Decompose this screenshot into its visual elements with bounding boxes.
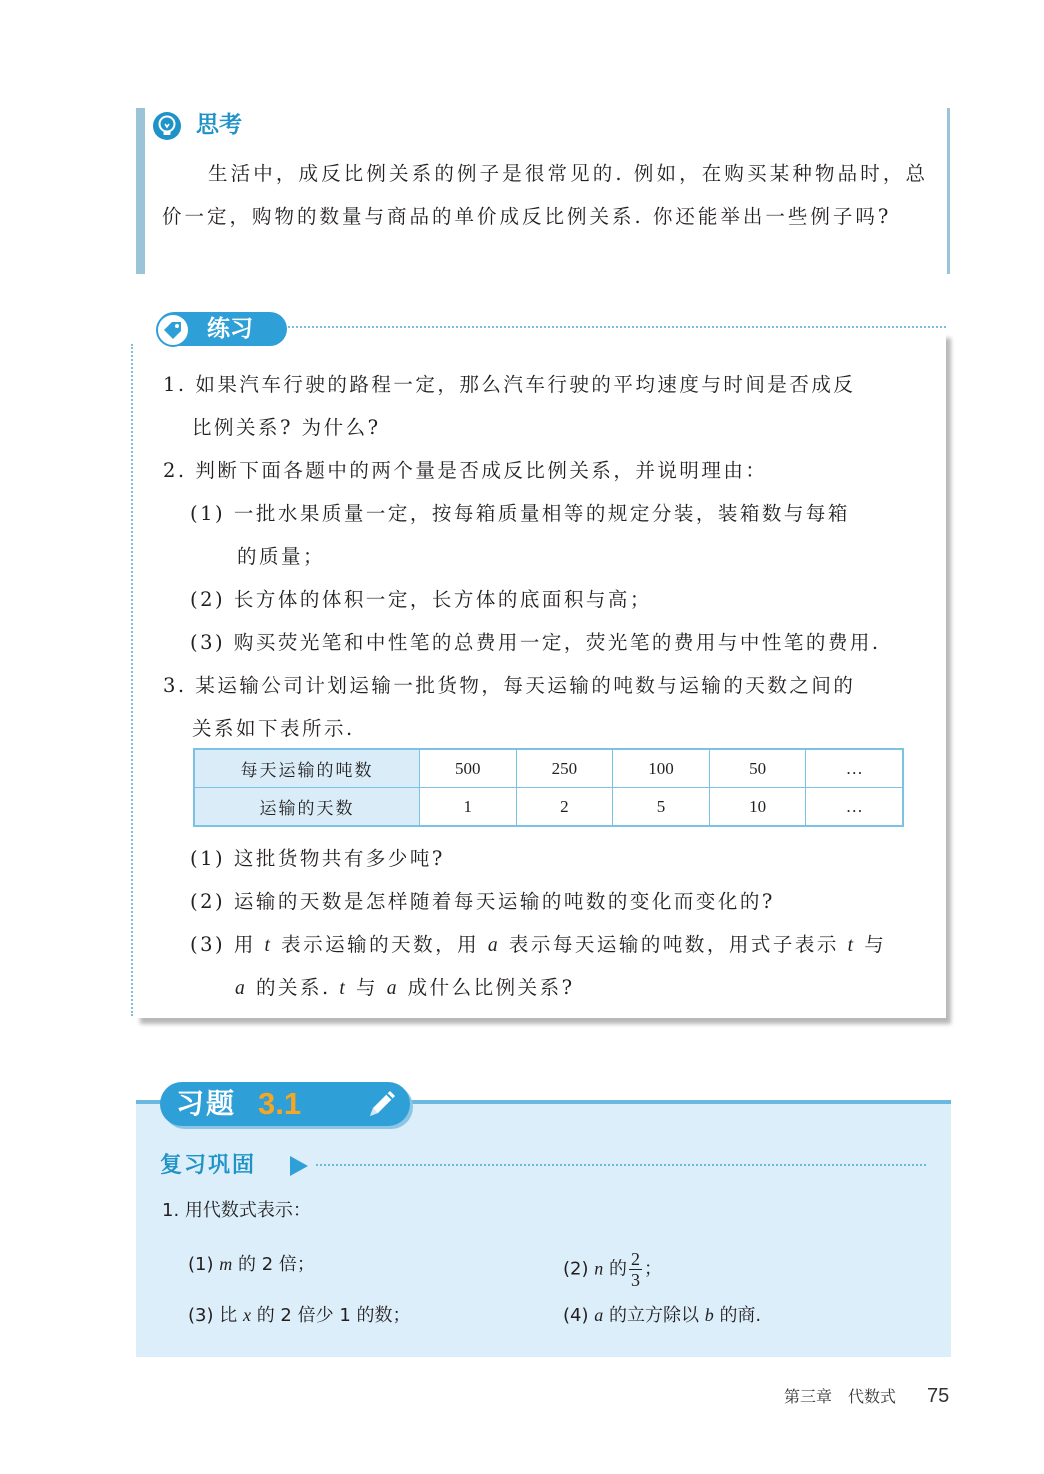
practice-q3-line2: 关系如下表所示. <box>192 717 355 740</box>
play-arrow-icon <box>288 1154 310 1178</box>
question-text: 如果汽车行驶的路程一定，那么汽车行驶的平均速度与时间是否成反 <box>195 373 856 396</box>
sub-text: 的立方除以 <box>608 1305 699 1326</box>
question-text: 用代数式表示： <box>184 1200 311 1221</box>
variable-m: m <box>219 1254 233 1274</box>
think-right-bar <box>947 108 950 274</box>
review-section-title: 复习巩固 <box>160 1153 257 1178</box>
sub-label: (2) <box>563 1258 589 1280</box>
table-cell: 10 <box>709 788 806 827</box>
sub-text: 的 2 倍； <box>237 1254 315 1275</box>
practice-q2-sub3 <box>190 621 881 664</box>
tons-days-table <box>193 748 904 827</box>
table-cell: 1 <box>419 788 516 827</box>
question-number: 3. <box>163 674 187 697</box>
sub-text: 的商. <box>719 1305 762 1326</box>
table-cell: … <box>806 749 903 788</box>
sub-label: (3) <box>190 933 226 956</box>
sub-label: (3) <box>190 631 226 654</box>
think-left-bar <box>136 108 145 274</box>
practice-q3-sub3-line2 <box>235 966 575 1010</box>
exercise-q1-sub2 <box>563 1249 662 1290</box>
table-cell: 100 <box>613 749 710 788</box>
table-cell: 500 <box>419 749 516 788</box>
sub-text: 长方体的体积一定，长方体的底面积与高； <box>233 588 652 611</box>
practice-q3-sub1 <box>190 837 445 880</box>
practice-q3-sub2 <box>190 880 775 923</box>
sub-text: 这批货物共有多少吨? <box>233 847 445 870</box>
variable-t: t <box>264 935 273 956</box>
variable-n: n <box>594 1258 604 1279</box>
sub-text: 运输的天数是怎样随着每天运输的吨数的变化而变化的? <box>233 890 775 913</box>
sub-text: 的 <box>608 1258 627 1280</box>
table-cell: 50 <box>709 749 806 788</box>
table-row-header: 运输的天数 <box>194 788 419 827</box>
exercise-q1-sub3 <box>188 1300 411 1331</box>
practice-title: 练习 <box>207 316 253 342</box>
sub-label: (1) <box>190 502 226 525</box>
practice-q3-sub3-line1 <box>190 923 886 967</box>
practice-q2-sub1-line1 <box>190 492 850 535</box>
sub-text: 一批水果质量一定，按每箱质量相等的规定分装，装箱数与每箱 <box>233 502 850 525</box>
variable-a: a <box>487 935 501 956</box>
sub-label: (2) <box>190 588 226 611</box>
sub-text: 成什么比例关系? <box>407 976 575 999</box>
practice-q2 <box>163 449 767 492</box>
question-number: 1. <box>162 1200 180 1221</box>
table-cell: … <box>806 788 903 827</box>
table-cell: 5 <box>613 788 710 827</box>
sub-text: ； <box>643 1258 662 1280</box>
think-title: 思考 <box>196 112 242 138</box>
question-number: 2. <box>163 459 187 482</box>
sub-text: 比 <box>219 1305 238 1326</box>
footer-chapter: 第三章 代数式 <box>784 1387 897 1406</box>
exercise-q1-sub4 <box>563 1300 761 1331</box>
question-text: 某运输公司计划运输一批货物，每天运输的吨数与运输的天数之间的 <box>195 674 856 697</box>
sub-text: 表示每天运输的吨数，用式子表示 <box>508 933 839 956</box>
exercise-q1 <box>162 1196 311 1226</box>
practice-box <box>131 316 946 1018</box>
sub-label: (4) <box>563 1305 589 1326</box>
sub-label: (2) <box>190 890 226 913</box>
practice-q1-line1 <box>163 363 855 406</box>
exercise-title: 习题 <box>176 1087 237 1120</box>
sub-label: (1) <box>190 847 226 870</box>
question-text: 判断下面各题中的两个量是否成反比例关系，并说明理由： <box>195 459 768 482</box>
sub-text: 与 <box>864 933 887 956</box>
table-row <box>194 788 903 827</box>
variable-b: b <box>704 1305 714 1325</box>
practice-q3-line1 <box>163 664 855 707</box>
lightbulb-icon <box>152 111 182 141</box>
exercise-q1-sub1 <box>188 1249 315 1280</box>
table-row <box>194 749 903 788</box>
practice-dotted-top <box>276 326 946 328</box>
practice-q2-sub1-line2: 的质量； <box>237 545 326 568</box>
page-number: 75 <box>927 1385 950 1407</box>
practice-dotted-left <box>131 344 133 1016</box>
table-cell: 2 <box>516 788 613 827</box>
question-number: 1. <box>163 373 187 396</box>
practice-q2-sub2 <box>190 578 652 621</box>
think-box <box>136 108 950 274</box>
sub-text: 与 <box>355 976 378 999</box>
variable-t: t <box>847 935 856 956</box>
sub-label: (3) <box>188 1305 214 1326</box>
exercise-number: 3.1 <box>258 1086 302 1121</box>
practice-tag-icon <box>155 312 191 348</box>
practice-q1-line2: 比例关系? 为什么? <box>192 416 381 439</box>
sub-label: (1) <box>188 1254 214 1275</box>
variable-a: a <box>235 978 248 999</box>
variable-a: a <box>594 1305 604 1325</box>
table-cell: 250 <box>516 749 613 788</box>
table-row-header: 每天运输的吨数 <box>194 749 419 788</box>
sub-text: 表示运输的天数，用 <box>281 933 480 956</box>
sub-text: 用 <box>233 933 256 956</box>
sub-text: 购买荧光笔和中性笔的总费用一定，荧光笔的费用与中性笔的费用. <box>233 631 881 654</box>
fraction-numerator: 2 <box>630 1249 640 1269</box>
fraction-denominator: 3 <box>630 1270 640 1290</box>
sub-text: 的 2 倍少 1 的数； <box>256 1305 411 1326</box>
fraction <box>629 1249 642 1290</box>
review-dotted-line <box>316 1164 926 1166</box>
sub-text: 的关系. <box>255 976 331 999</box>
practice-panel <box>135 332 946 1018</box>
variable-x: x <box>242 1305 251 1325</box>
pencil-icon <box>362 1084 402 1124</box>
variable-a: a <box>386 978 399 999</box>
think-body: 生活中，成反比例关系的例子是很常见的. 例如，在购买某种物品时，总价一定，购物的数量与商品的单价成反比例关系. 你还能举出一些例子吗? <box>162 162 928 228</box>
variable-t: t <box>339 978 348 999</box>
